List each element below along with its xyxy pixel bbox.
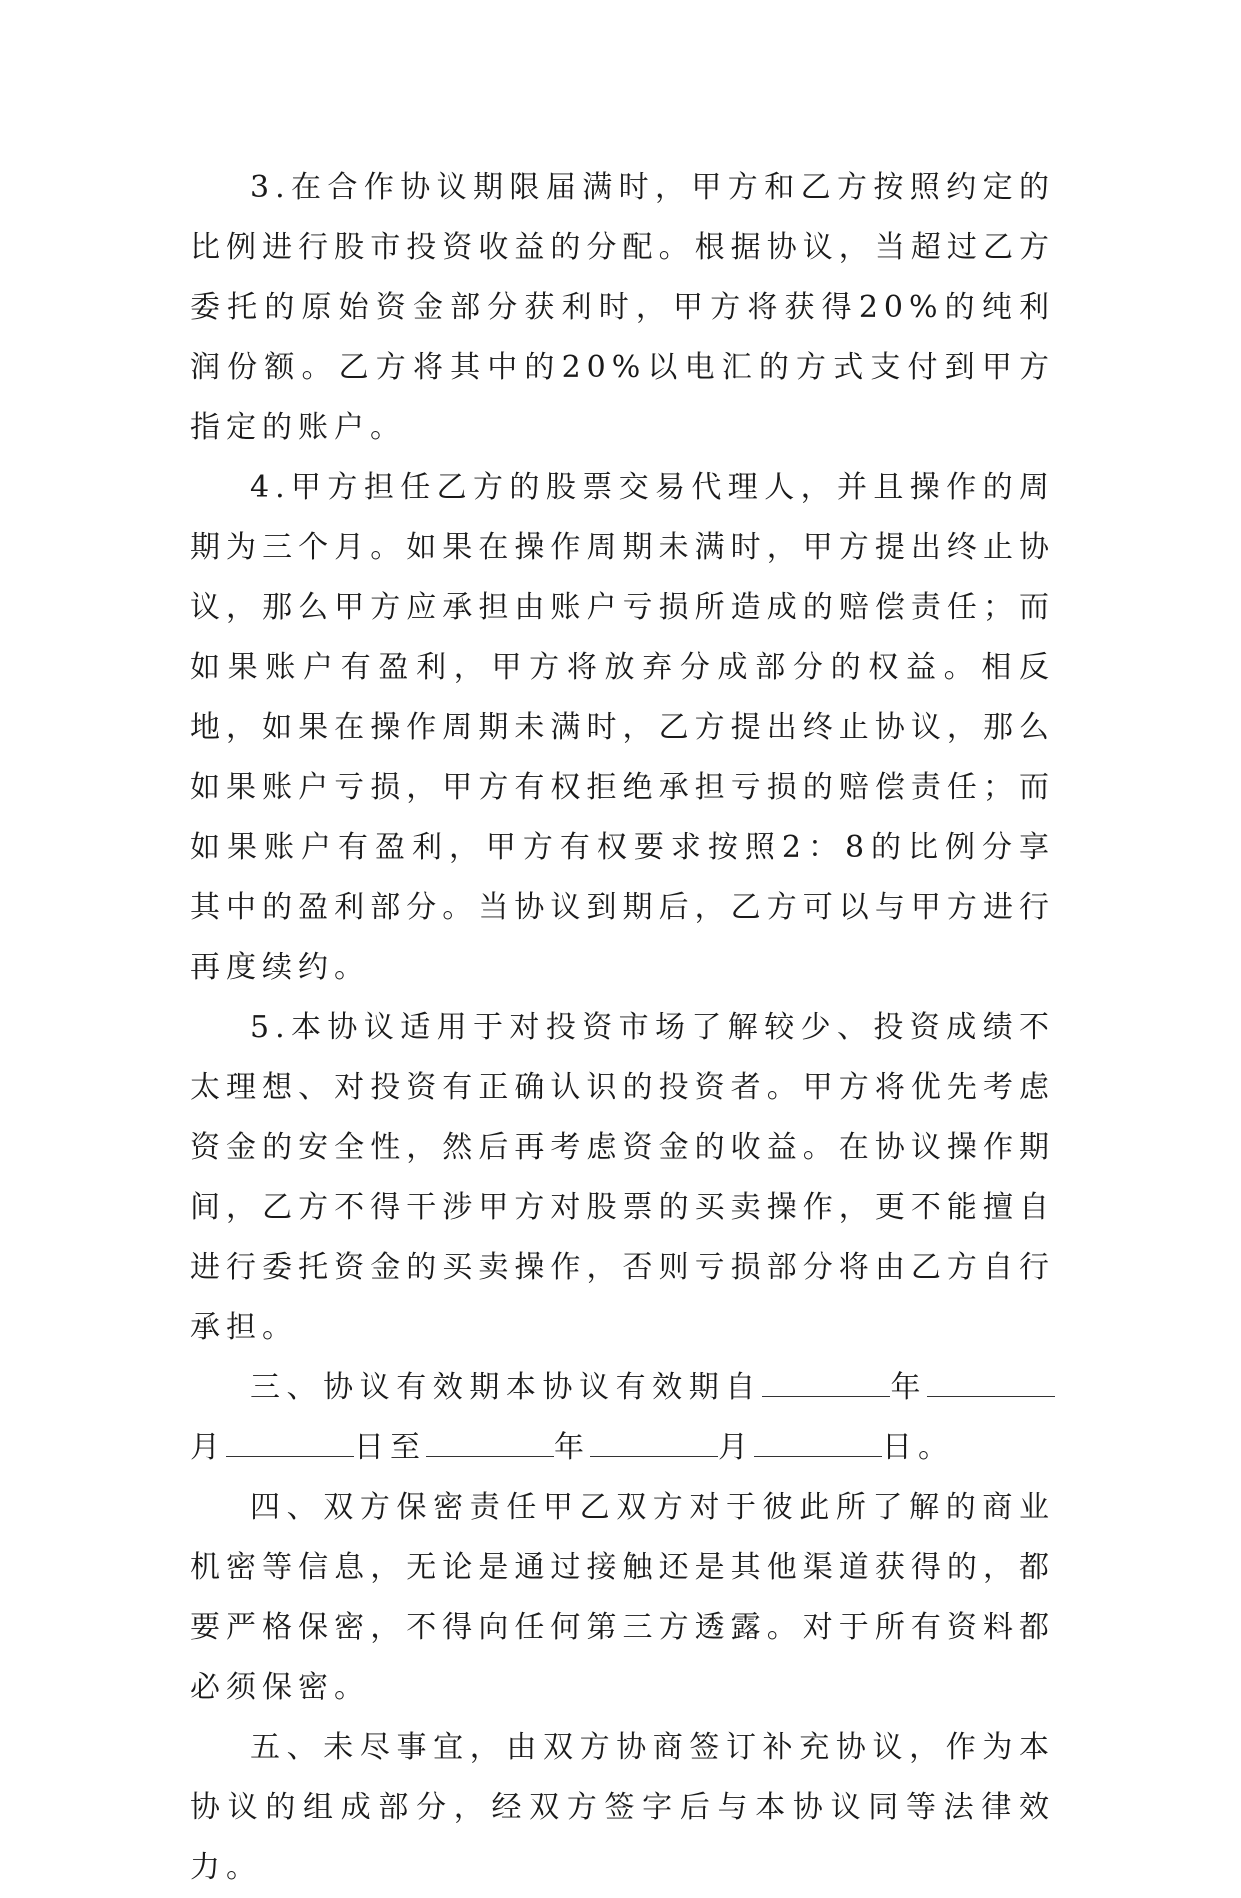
end-month-blank[interactable] — [590, 1426, 718, 1457]
confidentiality-paragraph: 四、双方保密责任甲乙双方对于彼此所了解的商业机密等信息，无论是通过接触还是其他渠道获得的，都要严格保密，不得向任何第三方透露。对于所有资料都必须保密。 — [190, 1490, 1055, 1705]
start-day-blank[interactable] — [226, 1426, 354, 1457]
end-day-label: 日。 — [882, 1430, 954, 1465]
clause-3-paragraph: 3.在合作协议期限届满时，甲方和乙方按照约定的比例进行股市投资收益的分配。根据协议，当超过乙方委托的原始资金部分获利时，甲方将获得20%的纯利润份额。乙方将其中的20%以电汇的方式支付到甲方指定的账户。 — [190, 170, 1055, 445]
end-day-blank[interactable] — [754, 1426, 882, 1457]
validity-period-paragraph — [190, 1358, 1055, 1478]
start-year-blank[interactable] — [762, 1366, 890, 1397]
start-day-to-label: 日至 — [354, 1430, 426, 1465]
start-month-label: 月 — [190, 1430, 226, 1465]
miscellaneous-paragraph: 五、未尽事宜，由双方协商签订补充协议，作为本协议的组成部分，经双方签字后与本协议同等法律效力。 — [190, 1730, 1055, 1885]
end-year-blank[interactable] — [426, 1426, 554, 1457]
start-month-blank[interactable] — [927, 1366, 1055, 1397]
end-month-label: 月 — [718, 1430, 754, 1465]
end-year-label: 年 — [554, 1430, 590, 1465]
clause-5-paragraph: 5.本协议适用于对投资市场了解较少、投资成绩不太理想、对投资有正确认识的投资者。甲方将优先考虑资金的安全性，然后再考虑资金的收益。在协议操作期间，乙方不得干涉甲方对股票的买卖操作，更不能擅自进行委托资金的买卖操作，否则亏损部分将由乙方自行承担。 — [190, 1010, 1055, 1345]
start-year-label: 年 — [889, 1370, 927, 1405]
document-body — [190, 158, 1055, 1898]
clause-4-paragraph: 4.甲方担任乙方的股票交易代理人，并且操作的周期为三个月。如果在操作周期未满时，甲方提出终止协议，那么甲方应承担由账户亏损所造成的赔偿责任；而如果账户有盈利，甲方将放弃分成部分的权益。相反地，如果在操作周期未满时，乙方提出终止协议，那么如果账户亏损，甲方有权拒绝承担亏损的赔偿责任；而如果账户有盈利，甲方有权要求按照2：8的比例分享其中的盈利部分。当协议到期后，乙方可以与甲方进行再度续约。 — [190, 470, 1055, 985]
validity-lead-text: 三、协议有效期本协议有效期自 — [250, 1370, 762, 1405]
